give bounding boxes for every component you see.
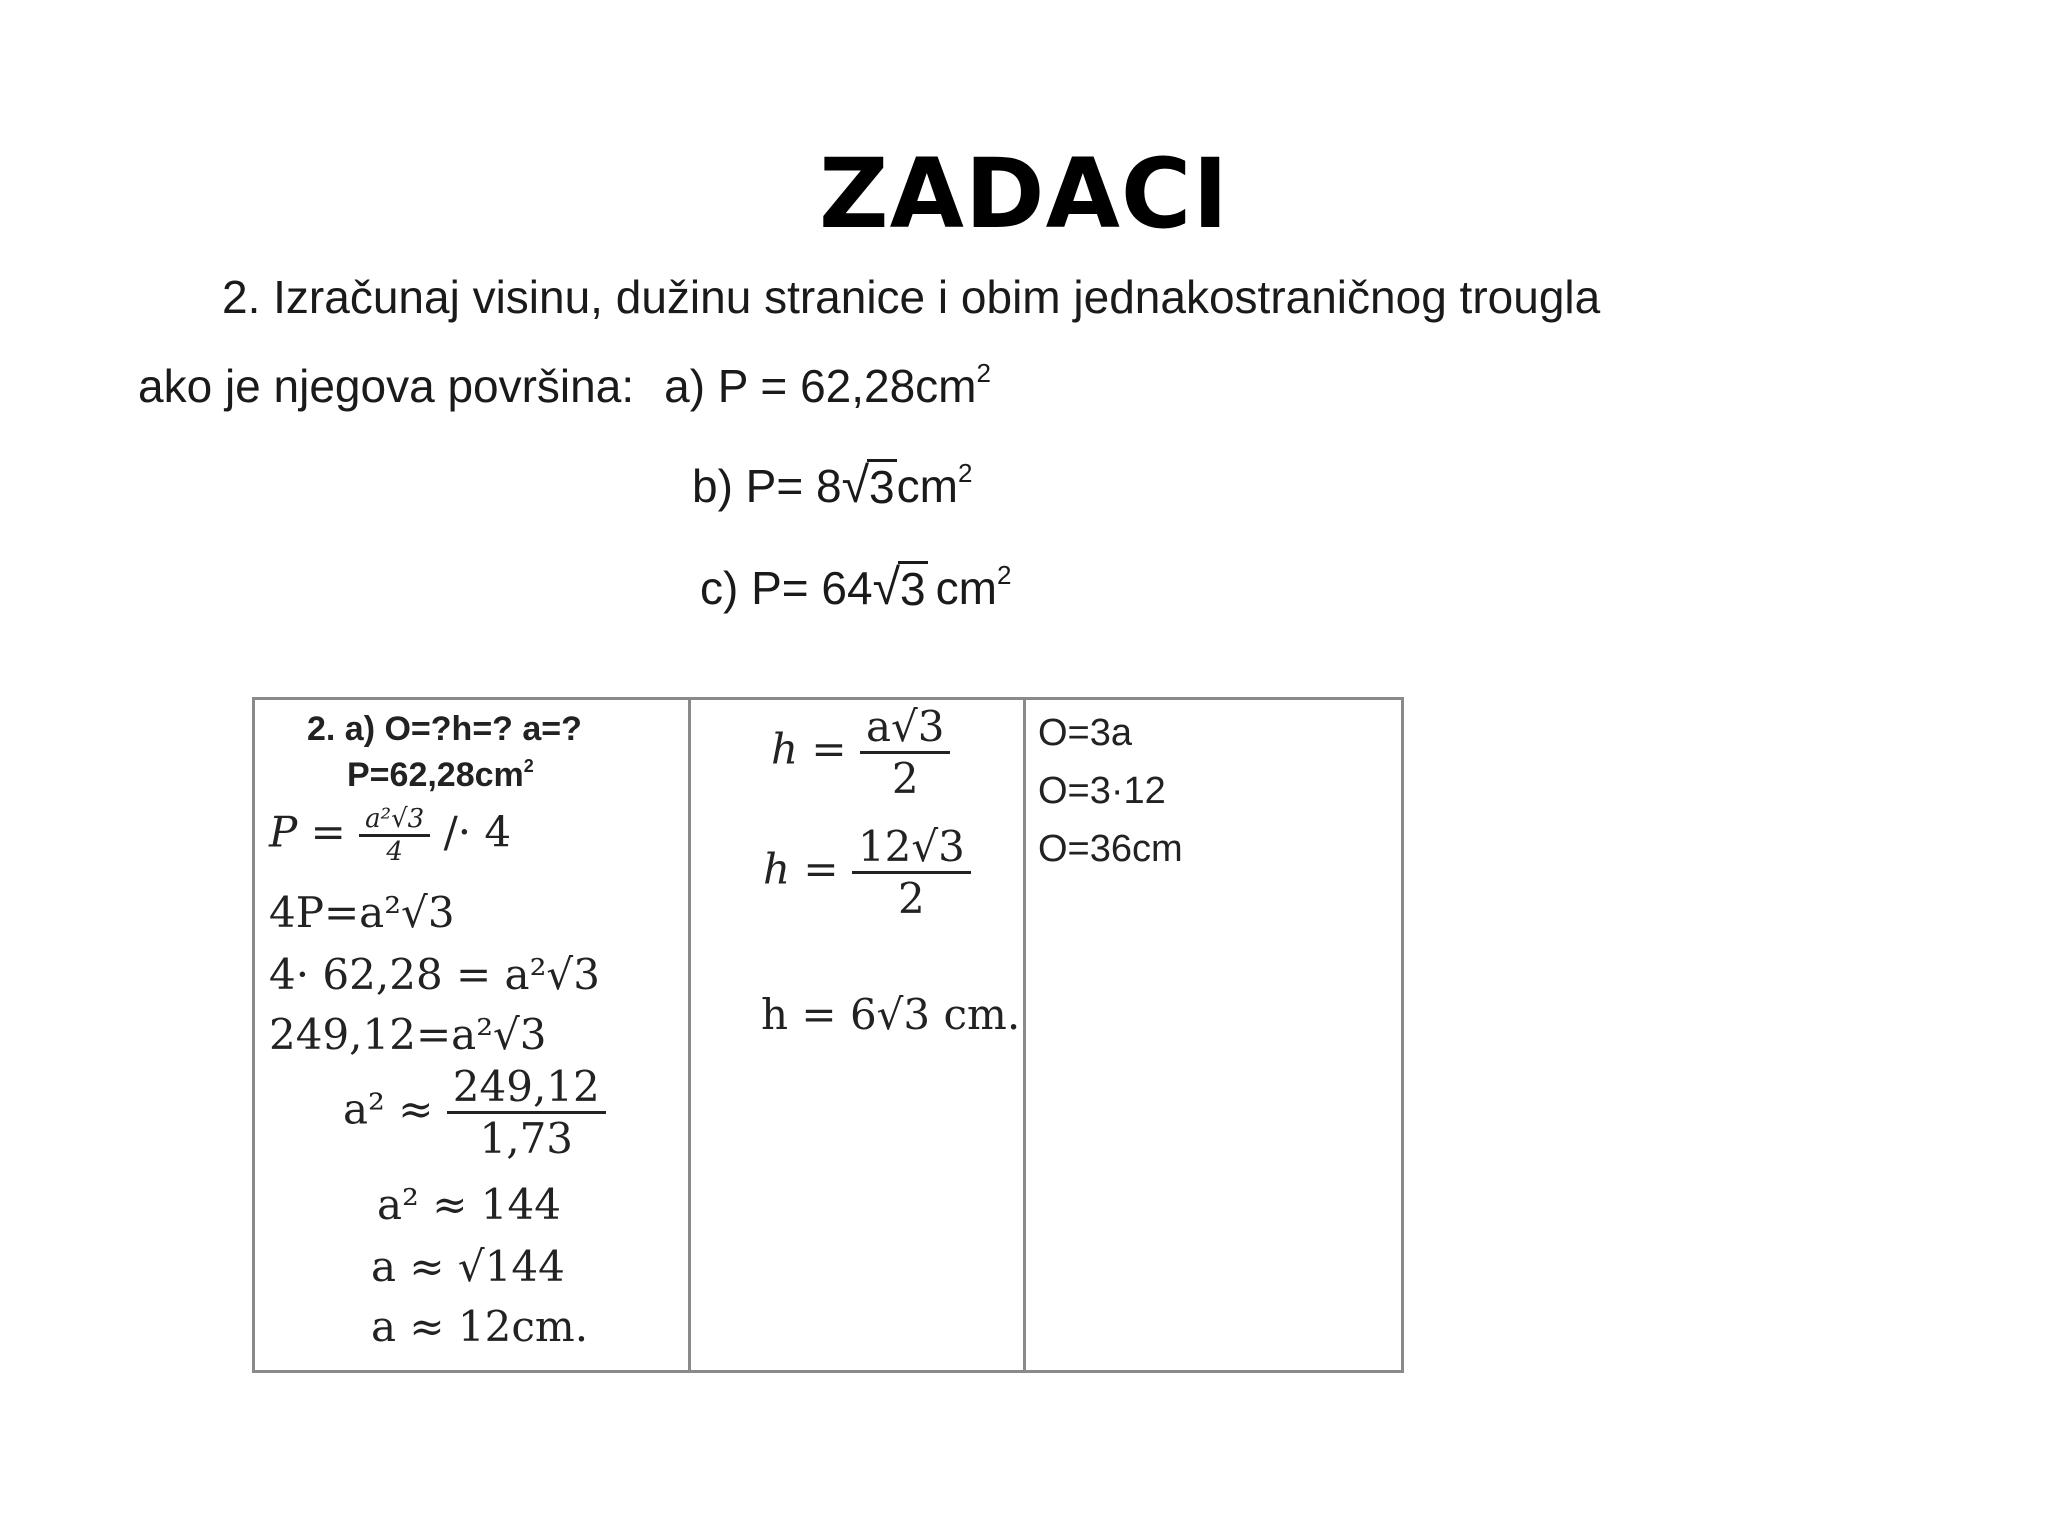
area-formula: P = $\frac{\text{a²√3}}{4}$ /· 4 <box>269 804 512 867</box>
unit: cm <box>896 460 958 512</box>
step-line: 4P=a²√3 <box>269 888 455 937</box>
exponent: 2 <box>957 458 973 488</box>
solution-column-perimeter <box>1026 700 1401 1370</box>
area-c-value: c) P= 64 <box>700 562 873 614</box>
page-title: ZADACI <box>818 138 1230 250</box>
area-b-value: b) P= 8 <box>692 460 842 512</box>
height-result: h = 6√3 cm. <box>761 990 1021 1039</box>
exponent: 2 <box>996 560 1012 590</box>
step-line: 249,12=a²√3 <box>269 1010 547 1059</box>
solution-table <box>252 697 1404 1373</box>
sqrt-symbol: √ 3 <box>841 457 895 513</box>
given-unknowns: 2. a) O=?h=? a=? <box>307 710 582 748</box>
sqrt-symbol: √ 3 <box>872 559 926 615</box>
perimeter-result: O=36cm <box>1038 828 1183 870</box>
given-area: $P=62,28cm^2$ <box>347 756 534 794</box>
step-fraction: a² ≈ $\frac{249,12}{1,73}$ <box>343 1062 606 1163</box>
task-prefix: ako je njegova površina: <box>138 360 635 412</box>
step-line: a² ≈ 144 <box>377 1180 561 1229</box>
task-area-c <box>700 560 1011 615</box>
solution-column-height <box>691 700 1026 1370</box>
height-formula: h = $\frac{a√3}{2}$ <box>771 702 950 803</box>
unit: cm <box>935 562 997 614</box>
exponent: 2 <box>976 358 991 388</box>
task-area-b <box>692 458 972 513</box>
step-line: a ≈ √144 <box>371 1242 565 1291</box>
step-line: 4· 62,28 = a²√3 <box>269 950 600 999</box>
area-a-value: a) P = 62,28cm <box>664 360 977 412</box>
perimeter-formula: O=3a <box>1038 712 1133 754</box>
result-line: a ≈ 12cm. <box>371 1302 589 1351</box>
solution-column-side <box>255 700 691 1370</box>
height-substitution: h = $\frac{12√3}{2}$ <box>763 822 971 923</box>
task-area-a <box>138 358 991 413</box>
perimeter-substitution: O=3·12 <box>1038 770 1166 812</box>
task-statement: 2. Izračunaj visinu, dužinu stranice i obim jednakostraničnog trougla <box>222 271 1601 323</box>
